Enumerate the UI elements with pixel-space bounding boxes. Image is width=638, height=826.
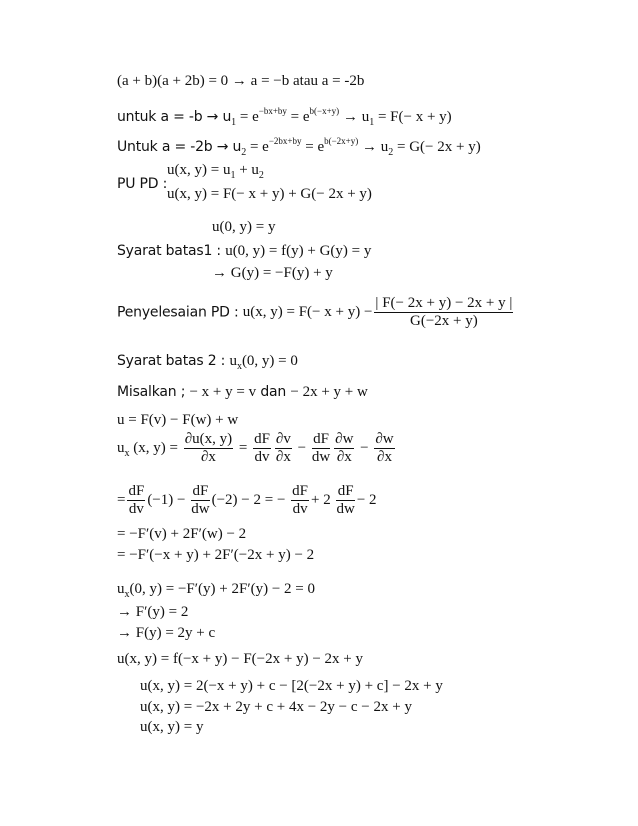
frac-den: dv [292,501,308,517]
frac-du-dx [184,432,233,465]
frac-num: ∂v [275,431,291,447]
comp-term-b: (−2) − 2 = − [211,492,286,508]
exponent: −2bx+by [268,136,302,146]
case-2b-text: Untuk a = -2b → u [117,139,242,155]
equals: = [238,440,248,456]
computation-2: = −F′(v) + 2F′(w) − 2 [117,526,247,542]
case-2b-arrow: → u [358,139,389,155]
exponent: b(−x+y) [309,106,340,116]
chain-rule [117,432,397,465]
exponent: b(−2x+y) [324,136,359,146]
subscript: 2 [241,147,247,158]
frac-dF-dw [312,432,330,465]
final-3: u(x, y) = −2x + 2y + c + 4x − 2y − c − 2x + y [140,699,412,715]
boundary-condition-1-c: → G(y) = −F(y) + y [212,265,333,281]
frac-dF-dv [253,432,271,465]
subscript: 2 [388,147,394,158]
solution-fraction [374,296,513,329]
frac-dF-dw [191,484,209,517]
case-b-text: untuk a = -b → u [117,109,232,125]
boundary-condition-1 [117,243,371,259]
u-definition: u = F(v) − F(w) + w [117,412,239,428]
result-2: → F′(y) = 2 [117,604,189,620]
ux-lhs: (x, y) = [133,440,178,456]
result-3: → F(y) = 2y + c [117,625,216,641]
solution-numerator: | F(− 2x + y) − 2x + y | [375,295,513,311]
pupd-line2: u(x, y) = F(− x + y) + G(− 2x + y) [167,186,372,202]
solution-pd [117,296,515,329]
subscript: x [124,589,130,600]
boundary-2-label: Syarat batas 2 : [117,353,230,369]
frac-den: ∂x [377,449,392,465]
frac-dw-dx-2 [374,432,394,465]
comp-term-c: + 2 [311,492,331,508]
boundary-1-expr: u(0, y) = f(y) + G(y) = y [225,243,372,259]
case-2b-eq2: = e [301,139,325,155]
equals: = [117,492,126,508]
pupd-line1-b: + u [235,162,259,178]
case-2b-result: = G(− 2x + y) [393,139,481,155]
equation-case-2b [117,137,481,158]
frac-num: ∂w [375,431,394,447]
subscript: 1 [231,117,237,128]
final-4: u(x, y) = y [140,719,204,735]
computation-3: = −F′(−x + y) + 2F′(−2x + y) − 2 [117,547,315,563]
frac-den: dw [336,501,355,517]
frac-den: ∂x [275,449,291,465]
final-2: u(x, y) = 2(−x + y) + c − [2(−2x + y) + c] − 2x + y [140,678,443,694]
frac-num: ∂w [335,431,354,447]
result-u: u [117,581,125,597]
final-1: u(x, y) = f(−x + y) − F(−2x + y) − 2x + y [117,651,363,667]
case-b-result: = F(− x + y) [374,109,452,125]
equation-case-b [117,107,452,128]
frac-dw-dx [334,432,354,465]
substitution-v: − x + y = v [189,384,257,400]
boundary-condition-1-a: u(0, y) = y [212,219,276,235]
frac-num: ∂u(x, y) [184,431,233,447]
subscript: 1 [230,170,236,181]
frac-num: dF [337,483,354,499]
pupd-line1 [167,163,264,181]
substitution-w: − 2x + y + w [290,384,368,400]
result-1 [117,582,315,600]
case-b-arrow: → u [339,109,370,125]
frac-dF-dv [127,484,145,517]
frac-den: dv [128,501,144,517]
frac-num: dF [254,431,270,447]
frac-dF-dw-2 [336,484,354,517]
case-b-eq2: = e [286,109,310,125]
frac-dF-dv-2 [291,484,309,517]
frac-num: dF [192,483,209,499]
subscript: x [236,361,242,372]
solution-label: Penyelesaian PD : [117,304,243,321]
comp-term-a: (−1) − [147,492,186,508]
comp-term-d: − 2 [356,492,377,508]
subscript: 2 [258,170,264,181]
frac-den: ∂x [336,449,352,465]
minus: − [360,440,369,456]
subscript: x [124,447,130,459]
frac-num: dF [313,431,329,447]
pupd-line1-a: u(x, y) = u [167,162,231,178]
result-expr: (0, y) = −F′(y) + 2F′(y) − 2 = 0 [129,581,316,597]
equation-characteristic: (a + b)(a + 2b) = 0 → a = −b atau a = -2b [117,73,365,89]
subscript: 1 [369,117,375,128]
ux-u: u [117,440,125,456]
frac-den: dw [311,449,331,465]
solution-expr: u(x, y) = F(− x + y) − [242,304,373,320]
substitution-label: Misalkan ; [117,384,190,400]
frac-dv-dx [275,432,292,465]
minus: − [297,440,307,456]
frac-num: dF [128,483,145,499]
solution-denominator: G(−2x + y) [410,313,478,329]
substitution [117,384,368,400]
frac-den: dv [254,449,270,465]
frac-num: dF [292,483,308,499]
exponent: −bx+by [258,106,287,116]
boundary-1-label: Syarat batas1 : [117,243,226,259]
substitution-and: dan [256,384,291,400]
frac-den: ∂x [200,449,216,465]
pupd-label: PU PD : [117,176,168,192]
boundary-condition-2 [117,353,298,372]
boundary-2-expr: (0, y) = 0 [241,353,298,369]
computation-1 [117,484,377,517]
boundary-2-u: u [229,353,237,369]
solution-numerator-text: F(− 2x + y) − 2x + y [382,295,506,311]
frac-den: dw [191,501,210,517]
case-b-eq: = e [236,109,259,125]
case-2b-eq: = e [246,139,269,155]
